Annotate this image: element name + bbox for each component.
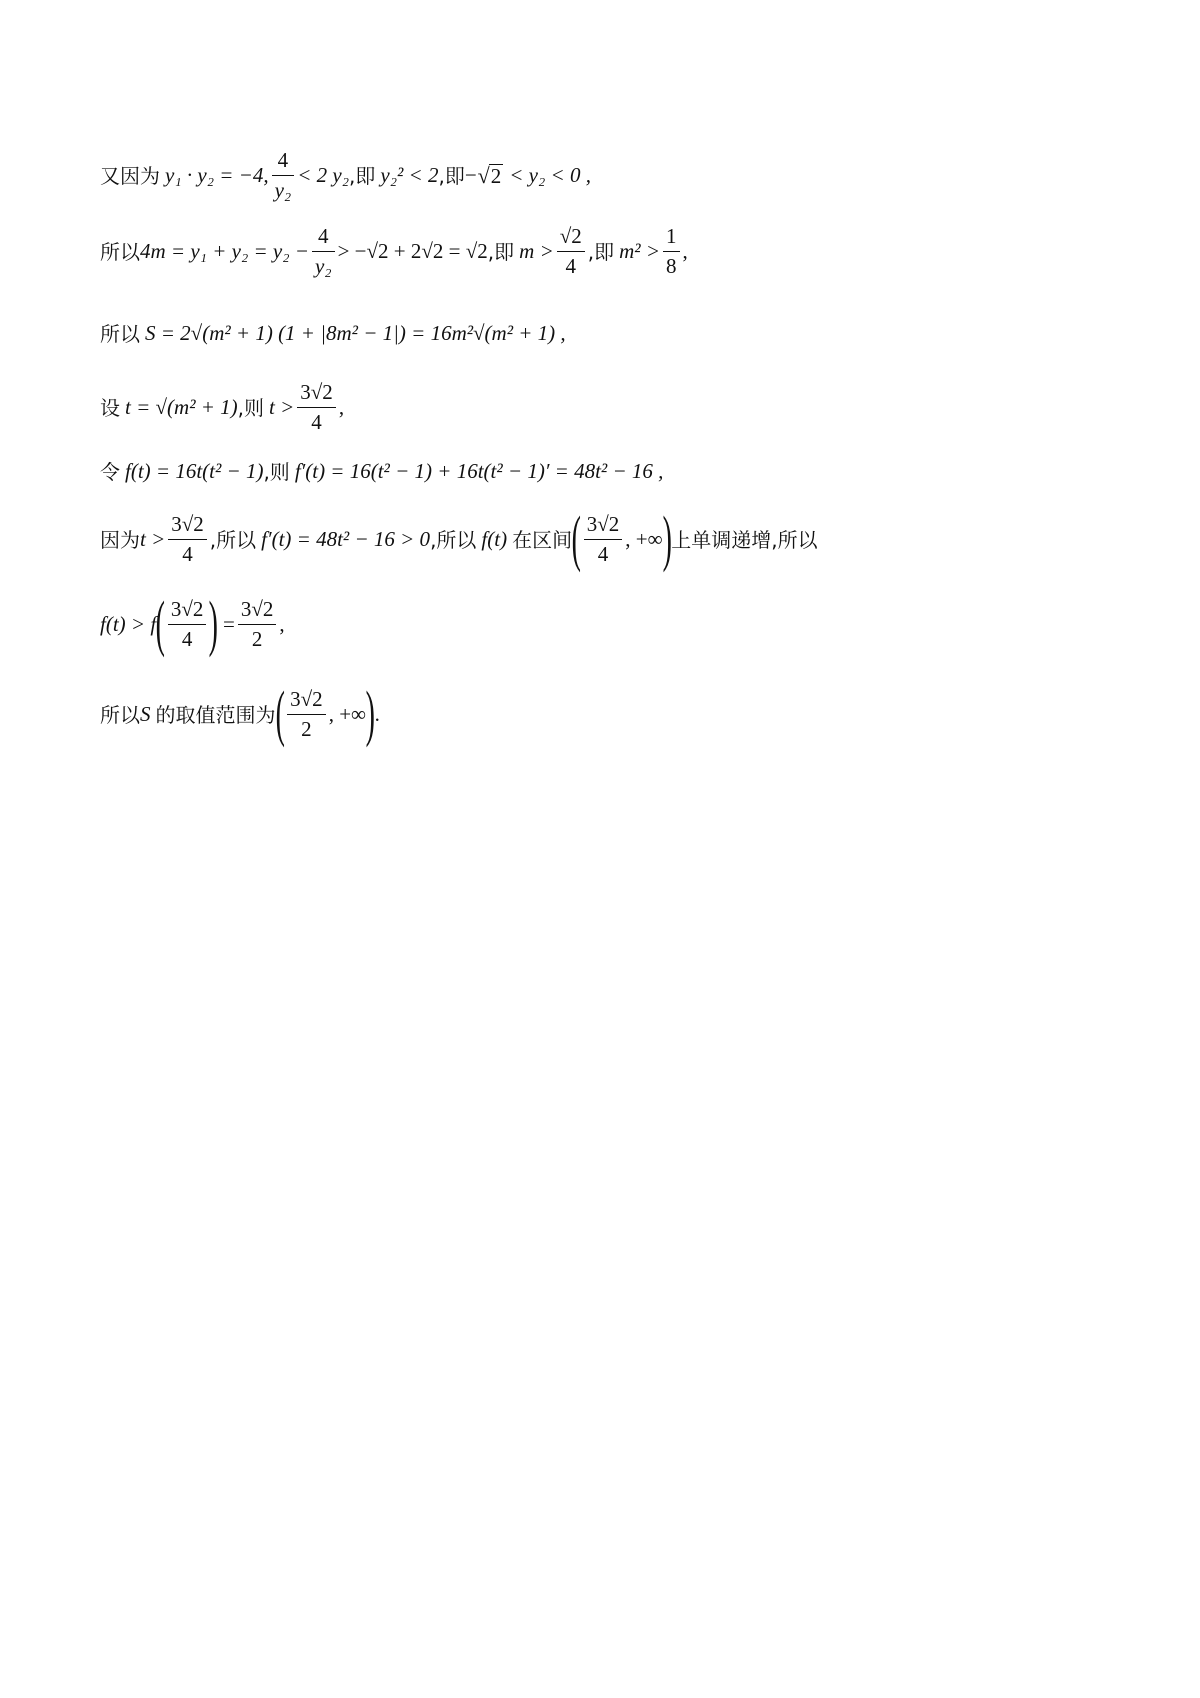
line-7-fraction-1 bbox=[168, 599, 207, 650]
line-2 bbox=[100, 226, 688, 277]
line-2-bound: > −√2 + 2√2 = √2 bbox=[337, 239, 488, 263]
line-6-fraction-1 bbox=[168, 514, 207, 565]
line-3-area-expression: S = 2√(m² + 1) (1 + |8m² − 1|) = 16m²√(m² + 1) , bbox=[145, 321, 566, 345]
right-paren-symbol: ) bbox=[662, 505, 672, 573]
fraction-numerator: 1 bbox=[666, 224, 677, 248]
fraction-denominator: 4 bbox=[311, 410, 322, 434]
line-6-text-3: ,所以 bbox=[430, 527, 477, 552]
fraction-denominator: 8 bbox=[666, 254, 677, 278]
line-2-text-1: 所以 bbox=[100, 239, 140, 264]
line-3 bbox=[100, 323, 566, 344]
line-1-text-2: ,即 bbox=[349, 163, 376, 188]
line-7-equals: = bbox=[223, 612, 235, 637]
line-2-m-square-bound: m² > bbox=[619, 239, 661, 263]
line-8-text-1: 所以 bbox=[100, 702, 140, 727]
line-6-t-bound: t > bbox=[140, 527, 166, 552]
line-7-function-bound: f(t) > f bbox=[100, 612, 157, 637]
line-2-tail: , bbox=[682, 239, 688, 263]
line-2-sum: 4m = y₁ + y₂ = y₂ − bbox=[140, 239, 309, 263]
line-1-fraction bbox=[272, 150, 295, 201]
fraction-numerator: 3√2 bbox=[240, 597, 274, 622]
line-5-derivative: f′(t) = 16(t² − 1) + 16t(t² − 1)′ = 48t² − 16 , bbox=[294, 459, 664, 483]
line-1-square-inequality: y₂² < 2 bbox=[380, 163, 439, 187]
fraction-denominator: 2 bbox=[251, 627, 263, 652]
fraction-numerator: 3√2 bbox=[171, 512, 204, 537]
fraction-numerator: 4 bbox=[277, 148, 289, 172]
line-5-text-2: ,则 bbox=[263, 459, 290, 484]
line-6-text-1: 因为 bbox=[100, 527, 140, 552]
line-8 bbox=[100, 680, 380, 748]
sqrt-symbol: √ 2 bbox=[477, 163, 502, 188]
line-1-range-suffix: < y₂ < 0 , bbox=[509, 163, 591, 187]
left-paren-symbol: ( bbox=[155, 590, 166, 658]
fraction-denominator: 4 bbox=[182, 542, 193, 567]
line-4-tail: , bbox=[338, 395, 345, 419]
line-7-fraction-2 bbox=[238, 599, 277, 650]
right-paren-symbol: ) bbox=[365, 680, 375, 748]
line-6-fraction-2 bbox=[584, 514, 623, 565]
line-8-s: S bbox=[140, 702, 151, 727]
right-paren-symbol: ) bbox=[209, 590, 219, 658]
line-1-range-prefix: − bbox=[464, 163, 477, 187]
line-8-tail: . bbox=[374, 702, 380, 727]
left-paren-symbol: ( bbox=[571, 505, 582, 573]
fraction-numerator: √2 bbox=[559, 224, 582, 248]
line-2-text-2: ,即 bbox=[487, 239, 515, 264]
line-1 bbox=[100, 150, 591, 201]
line-5-text-1: 令 bbox=[100, 459, 120, 484]
line-2-fraction-2 bbox=[557, 226, 585, 277]
line-6-text-5: 上单调递增,所以 bbox=[671, 527, 818, 552]
fraction-denominator: 4 bbox=[597, 542, 609, 567]
fraction-numerator: 3√2 bbox=[170, 597, 204, 622]
line-2-fraction-3 bbox=[663, 226, 680, 277]
line-4-text-1: 设 bbox=[100, 395, 120, 420]
line-2-text-3: ,即 bbox=[587, 239, 615, 264]
fraction-numerator: 3√2 bbox=[586, 512, 620, 537]
fraction-denominator: y₂ bbox=[274, 178, 292, 202]
line-2-fraction-1 bbox=[312, 226, 335, 277]
line-7 bbox=[100, 590, 285, 658]
line-2-m-bound: m > bbox=[519, 239, 554, 263]
line-6-text-4: 在区间 bbox=[512, 527, 573, 552]
line-4 bbox=[100, 382, 344, 433]
line-8-fraction bbox=[287, 689, 326, 740]
fraction-numerator: 3√2 bbox=[300, 380, 333, 404]
line-6-text-2: ,所以 bbox=[209, 527, 257, 552]
line-5 bbox=[100, 461, 663, 482]
fraction-denominator: y₂ bbox=[314, 254, 332, 278]
line-6 bbox=[100, 505, 818, 573]
left-paren-symbol: ( bbox=[275, 680, 285, 748]
line-4-text-2: ,则 bbox=[237, 395, 265, 420]
line-5-function-definition: f(t) = 16t(t² − 1) bbox=[125, 459, 264, 483]
line-4-t-bound: t > bbox=[269, 395, 295, 419]
line-1-text-3: ,即 bbox=[438, 163, 465, 188]
line-1-inequality: < 2 y₂ bbox=[297, 163, 350, 187]
line-4-substitution: t = √(m² + 1) bbox=[125, 395, 238, 419]
line-8-text-2: 的取值范围为 bbox=[155, 702, 276, 727]
fraction-numerator: 4 bbox=[318, 224, 329, 248]
line-4-fraction bbox=[297, 382, 336, 433]
line-6-function: f(t) bbox=[481, 527, 508, 552]
fraction-denominator: 4 bbox=[565, 254, 577, 278]
line-6-interval-tail: , +∞ bbox=[625, 527, 663, 552]
fraction-denominator: 2 bbox=[301, 717, 312, 742]
fraction-numerator: 3√2 bbox=[290, 687, 323, 712]
line-1-text-1: 又因为 bbox=[100, 163, 160, 188]
line-6-derivative-positive: f′(t) = 48t² − 16 > 0 bbox=[261, 527, 431, 552]
fraction-denominator: 4 bbox=[181, 627, 193, 652]
line-3-text-1: 所以 bbox=[100, 321, 140, 346]
line-8-interval-tail: , +∞ bbox=[328, 702, 367, 727]
line-1-product: y₁ · y₂ = −4, bbox=[165, 163, 269, 187]
line-7-tail: , bbox=[279, 612, 285, 637]
